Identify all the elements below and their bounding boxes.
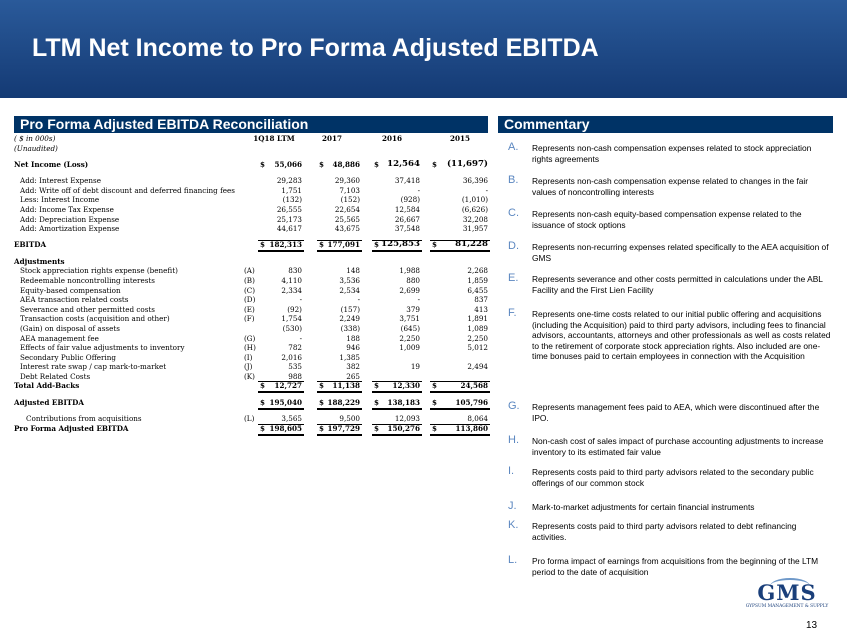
commentary-letter: J.	[508, 500, 517, 512]
adjustment-row-value: 1,089	[467, 323, 488, 333]
adjustment-row-value: (530)	[282, 323, 302, 333]
adjustment-row-ref: (D)	[244, 295, 256, 305]
pro-forma-row-double-rule	[430, 434, 490, 436]
pro-forma-row	[14, 424, 488, 435]
adjustment-row-value: -	[299, 333, 302, 343]
add-back-row-value: 12,584	[394, 204, 420, 214]
commentary-text: Represents non-cash equity-based compensation expense related to the issuance of stock options	[532, 209, 802, 230]
add-back-row-value: (152)	[340, 195, 360, 205]
add-back-row-value: 37,418	[394, 176, 420, 186]
net-income-row-value: (11,697)	[446, 159, 488, 170]
unaudited-row	[14, 144, 488, 154]
adjustment-row	[14, 324, 488, 334]
reconciliation-table	[14, 134, 488, 435]
commentary-text: Mark-to-market adjustments for certain financial instruments	[532, 502, 755, 512]
add-back-row-label: Add: Depreciation Expense	[20, 214, 120, 224]
contributions-row-value: 12,093	[394, 414, 420, 424]
total-addbacks-row-currency: $	[260, 381, 266, 391]
adjustment-row-value: 2,016	[281, 352, 302, 362]
add-back-row-value: (928)	[400, 195, 420, 205]
add-back-row-label: Less: Interest Income	[20, 195, 100, 205]
commentary-letter: C.	[508, 207, 519, 219]
gms-logo	[742, 580, 832, 615]
ebitda-row-currency: $	[260, 239, 266, 249]
adjustment-row-value: (92)	[287, 304, 302, 314]
adjustment-row	[14, 286, 488, 296]
adjustment-row-value: (157)	[340, 304, 360, 314]
pro-forma-row-value: 150,276	[387, 424, 420, 434]
adjustment-row-value: 2,334	[281, 285, 302, 295]
adjustment-row-value: 837	[474, 295, 488, 305]
add-back-row-value: 32,208	[462, 214, 488, 224]
ebitda-row-value: 125,853	[381, 238, 420, 249]
adjustment-row-value: 2,250	[467, 333, 488, 343]
ebitda-row-currency: $	[374, 239, 380, 249]
adjustment-row-label: Stock appreciation rights expense (benefit)	[20, 266, 178, 276]
commentary-text: Represents severance and other costs permitted in calculations under the ABL Facility and the First Lien Facility	[532, 274, 823, 295]
adjusted-ebitda-row-currency: $	[260, 398, 266, 408]
ebitda-row-value: 182,313	[269, 239, 302, 249]
adjustment-row-label: Transaction costs (acquisition and other)	[20, 314, 170, 324]
adjustment-row-value: 946	[346, 343, 360, 353]
add-back-row-value: 25,565	[334, 214, 360, 224]
add-back-row-value: (1,010)	[461, 195, 488, 205]
commentary-letter: B.	[508, 174, 519, 186]
adjustment-row-value: -	[299, 295, 302, 305]
col-head-2016: 2016	[381, 134, 402, 143]
adjustment-row	[14, 305, 488, 315]
net-income-row-value: 48,886	[332, 160, 360, 170]
net-income-row-currency: $	[319, 160, 325, 170]
adjustment-row-label: Redeemable noncontrolling interests	[20, 275, 155, 285]
adjustment-row-value: 1,891	[467, 314, 488, 324]
total-addbacks-row-value: 12,330	[392, 381, 420, 391]
adjustment-row-label: Severance and other permitted costs	[20, 304, 155, 314]
adjustment-row-ref: (F)	[244, 314, 255, 324]
pro-forma-row-rule	[372, 424, 422, 425]
add-back-row-value: 44,617	[276, 224, 302, 234]
total-addbacks-row-rule	[258, 381, 304, 382]
total-addbacks-row-label: Total Add-Backs	[14, 381, 80, 391]
adjustment-row-value: 379	[406, 304, 420, 314]
ebitda-row-rule	[258, 240, 304, 241]
pro-forma-row-rule	[430, 424, 490, 425]
adjusted-ebitda-row-label: Adjusted EBITDA	[14, 398, 84, 408]
add-back-row-value: 37,548	[394, 224, 420, 234]
add-back-row-label: Add: Write off of debt discount and deferred financing fees	[20, 185, 235, 195]
net-income-row-currency: $	[374, 160, 380, 170]
adjusted-ebitda-row-currency: $	[319, 398, 325, 408]
add-back-row-value: 26,667	[394, 214, 420, 224]
add-back-row-value: 25,173	[276, 214, 302, 224]
adjusted-ebitda-row-currency: $	[432, 398, 438, 408]
pro-forma-row-label: Pro Forma Adjusted EBITDA	[14, 424, 129, 434]
adjusted-ebitda-row-currency: $	[374, 398, 380, 408]
add-back-row-value: -	[485, 185, 488, 195]
adjustment-row-ref: (B)	[244, 275, 255, 285]
ebitda-row-value: 81,228	[455, 238, 488, 249]
slide-title: LTM Net Income to Pro Forma Adjusted EBITDA	[32, 34, 599, 62]
adjustment-row-value: 2,699	[399, 285, 420, 295]
title-band	[0, 0, 847, 98]
commentary-letter: A.	[508, 141, 519, 153]
units-label: ( $ in 000s)	[14, 134, 56, 143]
add-back-row-value: -	[417, 185, 420, 195]
commentary-letter: F.	[508, 307, 517, 319]
add-back-row-value: 22,654	[334, 204, 360, 214]
add-back-row-value: 29,283	[276, 176, 302, 186]
adjustment-row-value: (645)	[400, 323, 420, 333]
adjustments-heading-row	[14, 257, 488, 267]
add-back-row	[14, 186, 488, 196]
pro-forma-row-value: 198,605	[269, 424, 302, 434]
commentary-letter: G.	[508, 400, 520, 412]
total-addbacks-row-currency: $	[319, 381, 325, 391]
ebitda-row-rule	[317, 240, 362, 241]
commentary-text: Represents non-cash compensation expenses related to stock appreciation rights agreements	[532, 143, 812, 164]
adjustment-row-value: 2,250	[399, 333, 420, 343]
adjustment-row-value: 2,268	[467, 266, 488, 276]
adjustment-row-value: 5,012	[467, 343, 488, 353]
net-income-row-value: 12,564	[387, 159, 420, 170]
adjustment-row-value: 6,455	[467, 285, 488, 295]
adjustment-row-ref: (G)	[244, 333, 256, 343]
pro-forma-row-double-rule	[317, 434, 362, 436]
total-addbacks-row-currency: $	[432, 381, 438, 391]
commentary-text: Pro forma impact of earnings from acquisitions from the beginning of the LTM period to the date of acquisition	[532, 556, 819, 577]
adjustment-row-value: 1,754	[281, 314, 302, 324]
adjustment-row-label: Secondary Public Offering	[20, 352, 117, 362]
add-back-row	[14, 224, 488, 234]
commentary-text: Represents non-recurring expenses related specifically to the AEA acquisition of GMS	[532, 242, 829, 263]
add-back-row-value: 7,103	[339, 185, 360, 195]
ebitda-row-label: EBITDA	[14, 239, 47, 249]
commentary-text: Represents costs paid to third party advisors related to the secondary public offerings of our common stock	[532, 467, 814, 488]
add-back-row-label: Add: Amortization Expense	[20, 224, 120, 234]
commentary-text: Represents non-cash compensation expense related to changes in the fair values of noncontrolling interests	[532, 176, 809, 197]
adjustment-row	[14, 314, 488, 324]
net-income-row-currency: $	[432, 160, 438, 170]
total-addbacks-row-rule	[372, 381, 422, 382]
adjusted-ebitda-row-value: 195,040	[269, 398, 302, 408]
contributions-row-label: Contributions from acquisitions	[26, 414, 142, 424]
adjustment-row-ref: (I)	[244, 352, 253, 362]
adjustment-row-value: 148	[346, 266, 360, 276]
units-row	[14, 134, 488, 144]
commentary-letter: E.	[508, 272, 519, 284]
adjustment-row-value: 535	[288, 362, 302, 372]
total-addbacks-row-value: 11,138	[332, 381, 360, 391]
adjustment-row	[14, 353, 488, 363]
adjustment-row-value: 2,494	[467, 362, 488, 372]
adjustment-row	[14, 343, 488, 353]
adjustment-row	[14, 295, 488, 305]
adjustment-row-value: 830	[288, 266, 302, 276]
adjusted-ebitda-row-value: 105,796	[455, 398, 488, 408]
adjustment-row-value: 3,751	[399, 314, 420, 324]
commentary-letter: L.	[508, 554, 518, 566]
add-back-row-value: 29,360	[334, 176, 360, 186]
total-addbacks-row-rule	[317, 381, 362, 382]
contributions-row-value: 9,500	[339, 414, 360, 424]
adjustments-heading: Adjustments	[14, 256, 65, 266]
adjustment-row	[14, 334, 488, 344]
ebitda-row-rule	[372, 240, 422, 241]
adjustment-row	[14, 276, 488, 286]
pro-forma-row-double-rule	[372, 434, 422, 436]
adjustment-row-value: -	[417, 295, 420, 305]
adjustment-row-label: Interest rate swap / cap mark-to-market	[20, 362, 167, 372]
ebitda-row-currency: $	[319, 239, 325, 249]
add-back-row	[14, 215, 488, 225]
commentary-letter: D.	[508, 240, 519, 252]
commentary-text: Non-cash cost of sales impact of purchase accounting adjustments to increase inventory to its estimated fair value	[532, 436, 824, 457]
adjustment-row-value: 382	[346, 362, 360, 372]
add-back-row-value: (132)	[282, 195, 302, 205]
adjustment-row-label: Debt Related Costs	[20, 371, 91, 381]
col-head-ltm: 1Q18 LTM	[253, 134, 295, 143]
adjusted-ebitda-row-value: 188,229	[327, 398, 360, 408]
add-back-row-label: Add: Income Tax Expense	[20, 204, 114, 214]
adjustment-row-value: 1,859	[467, 275, 488, 285]
net-income-row-label: Net Income (Loss)	[14, 160, 89, 170]
contributions-row-value: 3,565	[281, 414, 302, 424]
adjustment-row-label: Effects of fair value adjustments to inventory	[20, 343, 185, 353]
adjustment-row-value: 265	[346, 371, 360, 381]
adjusted-ebitda-row	[14, 398, 488, 409]
total-addbacks-row	[14, 381, 488, 392]
net-income-row-value: 55,066	[274, 160, 302, 170]
pro-forma-row-value: 197,729	[327, 424, 360, 434]
add-back-row	[14, 205, 488, 215]
ebitda-row	[14, 240, 488, 251]
adjustment-row-label: Equity-based compensation	[20, 285, 121, 295]
commentary-letter: K.	[508, 519, 519, 531]
commentary-letter: H.	[508, 434, 519, 446]
adjustment-row-value: 413	[474, 304, 488, 314]
pro-forma-row-rule	[317, 424, 362, 425]
col-head-2015: 2015	[449, 134, 470, 143]
total-addbacks-row-currency: $	[374, 381, 380, 391]
adjustment-row-ref: (A)	[244, 266, 255, 276]
adjustment-row-value: 19	[410, 362, 420, 372]
col-head-2017: 2017	[321, 134, 342, 143]
commentary-heading: Commentary	[498, 116, 833, 133]
add-back-row-value: 43,675	[334, 224, 360, 234]
add-back-row-value: (6,626)	[461, 204, 488, 214]
adjustment-row-value: 1,988	[399, 266, 420, 276]
pro-forma-row-currency: $	[319, 424, 325, 434]
adjustment-row-ref: (J)	[244, 362, 253, 372]
adjustment-row-value: 3,536	[339, 275, 360, 285]
adjustment-row-value: 4,110	[281, 275, 302, 285]
add-back-row-value: 1,751	[281, 185, 302, 195]
adjustment-row-value: 782	[288, 343, 302, 353]
adjustment-row-value: 880	[406, 275, 420, 285]
pro-forma-row-rule	[258, 424, 304, 425]
adjustment-row-value: (338)	[340, 323, 360, 333]
logo-tagline: GYPSUM MANAGEMENT & SUPPLY	[745, 604, 829, 609]
adjustment-row-label: (Gain) on disposal of assets	[20, 323, 120, 333]
pro-forma-row-currency: $	[260, 424, 266, 434]
adjustment-row-value: 1,009	[399, 343, 420, 353]
adjustment-row-ref: (H)	[244, 343, 256, 353]
net-income-row	[14, 160, 488, 171]
ebitda-row-rule	[430, 240, 490, 241]
pro-forma-row-currency: $	[374, 424, 380, 434]
commentary-text: Represents management fees paid to AEA, which were discontinued after the IPO.	[532, 402, 820, 423]
add-back-row-value: 36,396	[462, 176, 488, 186]
add-back-row	[14, 195, 488, 205]
add-back-row-label: Add: Interest Expense	[20, 176, 101, 186]
reconciliation-heading: Pro Forma Adjusted EBITDA Reconciliation	[14, 116, 488, 133]
add-back-row-value: 31,957	[462, 224, 488, 234]
commentary-text: Represents costs paid to third party advisors related to debt refinancing activities.	[532, 521, 797, 542]
pro-forma-row-double-rule	[258, 434, 304, 436]
ebitda-row-value: 177,091	[327, 239, 360, 249]
adjustment-row-ref: (K)	[244, 371, 255, 381]
adjustment-row	[14, 362, 488, 372]
adjustment-row-ref: (C)	[244, 285, 256, 295]
net-income-row-currency: $	[260, 160, 266, 170]
total-addbacks-row-value: 12,727	[274, 381, 302, 391]
adjustment-row-value: 1,385	[339, 352, 360, 362]
adjustment-row-value: -	[357, 295, 360, 305]
unaudited-label: (Unaudited)	[14, 143, 58, 153]
adjustment-row-value: 2,534	[339, 285, 360, 295]
page-number: 13	[806, 620, 818, 631]
add-back-row-value: 26,555	[276, 204, 302, 214]
commentary-text: Represents one-time costs related to our initial public offering and acquisitions (including the Acquisition) paid to third party advisors, including fees to financial advisors, accountants, attorneys and other professionals as well as costs related to the retirement of corporate stock appreciation rights. Also included are one-time bonuses paid to certain employees in connection with the Acquisition	[532, 309, 831, 362]
adjustment-row-value: 2,249	[339, 314, 360, 324]
adjustment-row-value: 988	[288, 371, 302, 381]
adjustment-row-ref: (E)	[244, 304, 255, 314]
adjustment-row	[14, 372, 488, 382]
ebitda-row-currency: $	[432, 239, 438, 249]
add-back-row	[14, 176, 488, 186]
adjustment-row-label: AEA transaction related costs	[20, 295, 129, 305]
pro-forma-row-value: 113,860	[455, 424, 488, 434]
adjustment-row	[14, 266, 488, 276]
contributions-row	[14, 414, 488, 424]
total-addbacks-row-rule	[430, 381, 490, 382]
commentary-letter: I.	[508, 465, 515, 477]
contributions-row-value: 8,064	[467, 414, 488, 424]
adjusted-ebitda-row-value: 138,183	[387, 398, 420, 408]
pro-forma-row-currency: $	[432, 424, 438, 434]
logo-wordmark: GMS	[757, 580, 817, 605]
adjustment-row-value: 188	[346, 333, 360, 343]
adjustment-row-label: AEA management fee	[20, 333, 99, 343]
contributions-row-ref: (L)	[244, 414, 255, 424]
total-addbacks-row-value: 24,568	[460, 381, 488, 391]
